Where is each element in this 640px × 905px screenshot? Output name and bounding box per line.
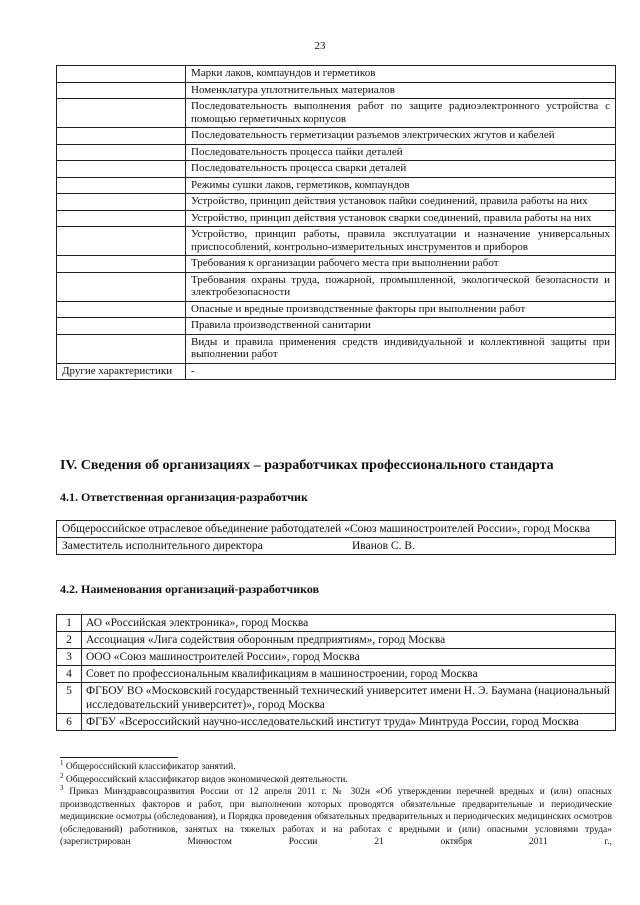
table-row	[57, 82, 616, 99]
page-number: 23	[314, 40, 326, 52]
table-row	[57, 538, 616, 555]
table-row	[57, 210, 616, 227]
requirement-item: Правила производственной санитарии	[186, 318, 616, 335]
footnote-mark: 3	[60, 783, 64, 792]
row-number: 6	[57, 714, 82, 731]
developers-title: 4.2. Наименования организаций-разработчиков	[60, 582, 320, 596]
table-row	[57, 272, 616, 301]
section-title: IV. Сведения об организациях – разработчиках профессионального стандарта	[60, 458, 554, 473]
table-row	[57, 128, 616, 145]
requirement-item: Виды и правила применения средств индивидуальной и коллективной защиты при выполнении работ	[186, 334, 616, 363]
empty-cell	[57, 66, 186, 83]
table-row	[57, 301, 616, 318]
requirement-item: Требования охраны труда, пожарной, промышленной, экологической безопасности и электробезопасности	[186, 272, 616, 301]
empty-cell	[57, 82, 186, 99]
empty-cell	[57, 318, 186, 335]
requirement-item: Устройство, принцип работы, правила эксплуатации и назначение универсальных приспособлений, контрольно-измерительных инструментов и приборов	[186, 227, 616, 256]
table-row	[57, 318, 616, 335]
table-row	[57, 521, 616, 538]
responsible-person: Иванов С. В.	[352, 540, 415, 552]
row-number: 2	[57, 632, 82, 649]
requirement-item: Опасные и вредные производственные факторы при выполнении работ	[186, 301, 616, 318]
requirement-item: Требования к организации рабочего места при выполнении работ	[186, 256, 616, 273]
footnote	[60, 771, 612, 787]
row-number: 4	[57, 666, 82, 683]
footnote-mark: 1	[60, 758, 64, 767]
row-number: 5	[57, 683, 82, 714]
table-row	[57, 683, 616, 714]
requirement-item: Последовательность процесса пайки деталей	[186, 144, 616, 161]
row-number: 1	[57, 615, 82, 632]
table-row	[57, 615, 616, 632]
empty-cell	[57, 177, 186, 194]
developer-name: ФГБОУ ВО «Московский государственный технический университет имени Н. Э. Баумана (национальный исследовательский университет)», город Москва	[82, 683, 616, 714]
footnote-mark: 2	[60, 771, 64, 780]
footnotes	[60, 758, 613, 849]
empty-cell	[57, 210, 186, 227]
row-number: 3	[57, 649, 82, 666]
requirements-body	[57, 66, 616, 380]
empty-cell	[57, 161, 186, 178]
table-row	[57, 363, 616, 380]
other-characteristics-label: Другие характеристики	[57, 363, 186, 380]
empty-cell	[57, 227, 186, 256]
table-row	[57, 66, 616, 83]
requirement-item: Устройство, принцип действия установок пайки соединений, правила работы на них	[186, 194, 616, 211]
other-characteristics-value: -	[186, 363, 616, 380]
table-row	[57, 227, 616, 256]
developer-name: ФГБУ «Всероссийский научно-исследовательский институт труда» Минтруда России, город Москва	[82, 714, 616, 731]
footnote-text: Общероссийский классификатор видов экономической деятельности.	[65, 774, 348, 785]
table-row	[57, 714, 616, 731]
footnote-divider	[60, 757, 178, 758]
developers-table	[56, 614, 616, 731]
requirement-item: Режимы сушки лаков, герметиков, компаундов	[186, 177, 616, 194]
responsible-position: Заместитель исполнительного директора	[62, 540, 263, 552]
requirement-item: Марки лаков, компаундов и герметиков	[186, 66, 616, 83]
requirement-item: Последовательность процесса сварки деталей	[186, 161, 616, 178]
footnote-text: Приказ Минздравсоцразвития России от 12 апреля 2011 г. № 302н «Об утверждении перечней вредных и (или) опасных производственных факторов и работ, при выполнении которых проводятся обязательные предварительные и периодические медицинские осмотры (обследования), и Порядка проведения обязательных предварительных и периодических медицинских осмотров (обследований) работников, занятых на тяжелых работах и на работах с вредными и (или) опасными условиями труда» (зарегистрирован Минюстом России 21 октября 2011 г.,	[60, 787, 613, 847]
footnote	[60, 758, 612, 774]
table-row	[57, 649, 616, 666]
empty-cell	[57, 194, 186, 211]
table-row	[57, 256, 616, 273]
requirement-item: Последовательность герметизации разъемов электрических жгутов и кабелей	[186, 128, 616, 145]
table-row	[57, 666, 616, 683]
requirement-item: Устройство, принцип действия установок сварки соединений, правила работы на них	[186, 210, 616, 227]
developer-name: Совет по профессиональным квалификациям в машиностроении, город Москва	[82, 666, 616, 683]
table-row	[57, 334, 616, 363]
table-row	[57, 161, 616, 178]
empty-cell	[57, 272, 186, 301]
empty-cell	[57, 144, 186, 161]
responsible-org-title: 4.1. Ответственная организация-разработчик	[60, 490, 308, 504]
responsible-org-table	[56, 520, 616, 555]
empty-cell	[57, 301, 186, 318]
footnote-text: Общероссийский классификатор занятий.	[65, 762, 236, 772]
empty-cell	[57, 99, 186, 128]
footnote	[60, 783, 613, 849]
developer-name: АО «Российская электроника», город Москва	[82, 615, 616, 632]
empty-cell	[57, 128, 186, 145]
requirement-item: Последовательность выполнения работ по защите радиоэлектронного устройства с помощью герметичных корпусов	[186, 99, 616, 128]
table-row	[57, 144, 616, 161]
responsible-org-name: Общероссийское отраслевое объединение работодателей «Союз машиностроителей России», город Москва	[57, 521, 616, 538]
empty-cell	[57, 334, 186, 363]
table-row	[57, 99, 616, 128]
empty-cell	[57, 256, 186, 273]
requirements-table	[56, 65, 616, 380]
developer-name: Ассоциация «Лига содействия оборонным предприятиям», город Москва	[82, 632, 616, 649]
table-row	[57, 177, 616, 194]
requirement-item: Номенклатура уплотнительных материалов	[186, 82, 616, 99]
table-row	[57, 632, 616, 649]
table-row	[57, 194, 616, 211]
developer-name: ООО «Союз машиностроителей России», город Москва	[82, 649, 616, 666]
responsible-person-cell	[57, 538, 616, 555]
